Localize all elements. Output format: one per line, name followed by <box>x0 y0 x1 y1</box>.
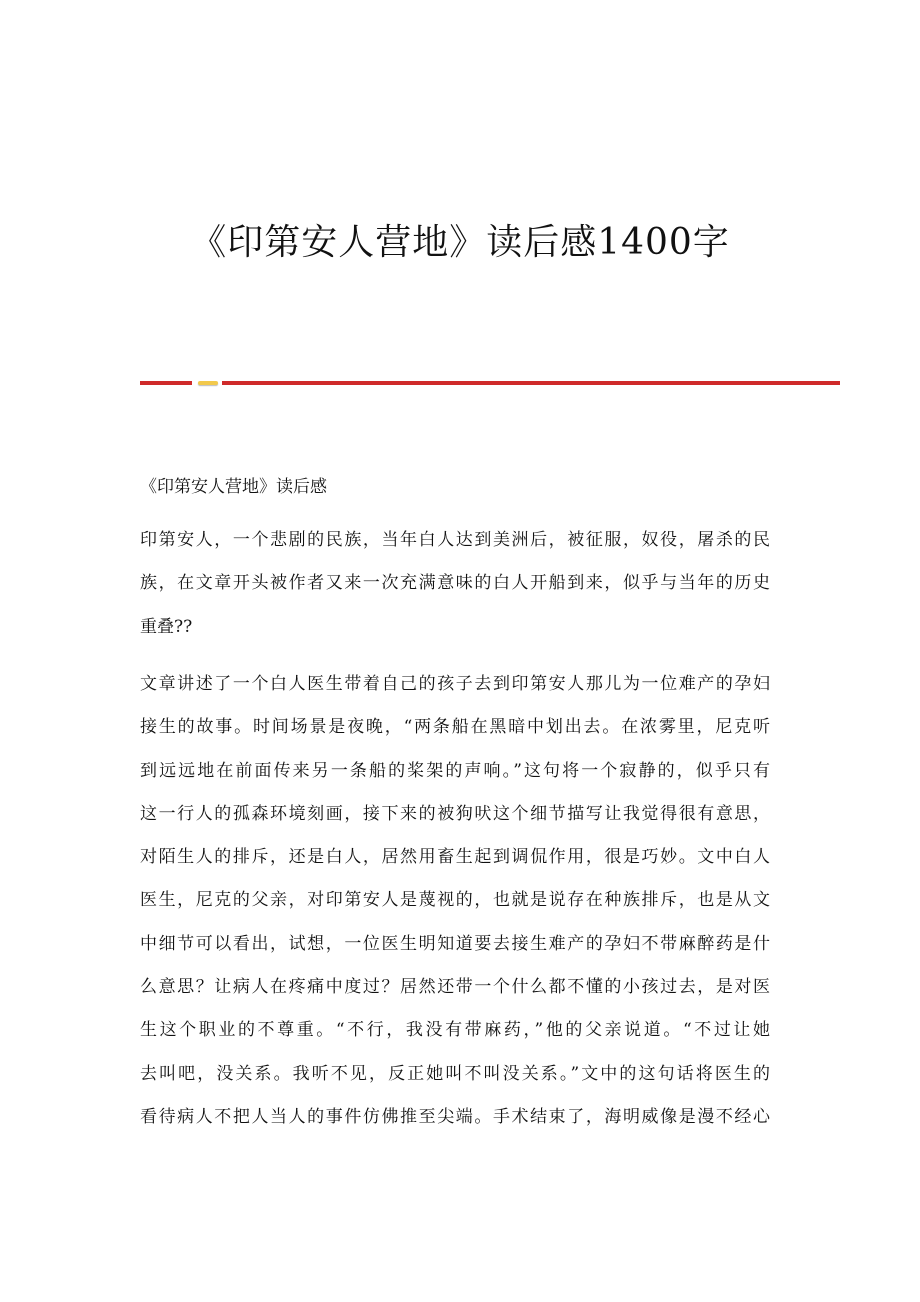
divider-red-long <box>222 381 840 385</box>
paragraph-1 <box>140 528 770 658</box>
text-line: 接生的故事。时间场景是夜晚，“两条船在黑暗中划出去。在浓雾里，尼克听 <box>140 717 770 738</box>
text-line: 族，在文章开头被作者又来一次充满意味的白人开船到来，似乎与当年的历史 <box>140 573 770 594</box>
document-title: 《印第安人营地》读后感1400字 <box>190 222 730 263</box>
text-line: 重叠?? <box>140 616 193 637</box>
text-line: 印第安人，一个悲剧的民族，当年白人达到美洲后，被征服，奴役，屠杀的民 <box>140 530 770 550</box>
text-line: 中细节可以看出，试想，一位医生明知道要去接生难产的孕妇不带麻醉药是什 <box>140 933 770 954</box>
text-line: 看待病人不把人当人的事件仿佛推至尖端。手术结束了，海明威像是漫不经心 <box>140 1106 770 1127</box>
text-line: 医生，尼克的父亲，对印第安人是蔑视的，也就是说存在种族排斥，也是从文 <box>140 890 770 911</box>
text-line: 这一行人的孤森环境刻画，接下来的被狗吠这个细节描写让我觉得很有意思， <box>140 803 770 824</box>
divider-red-short <box>140 381 192 385</box>
title-divider <box>140 381 840 386</box>
divider-ornament <box>198 381 218 385</box>
text-line: 文章讲述了一个白人医生带着自己的孩子去到印第安人那儿为一位难产的孕妇 <box>140 674 770 694</box>
section-heading: 《印第安人营地》读后感 <box>140 477 327 497</box>
text-line: 生这个职业的不尊重。“不行，我没有带麻药，”他的父亲说道。“不过让她 <box>140 1020 770 1041</box>
text-line: 到远远地在前面传来另一条船的桨架的声响。”这句将一个寂静的，似乎只有 <box>140 760 770 781</box>
paragraph-2 <box>140 672 770 1148</box>
text-line: 去叫吧，没关系。我听不见，反正她叫不叫没关系。”文中的这句话将医生的 <box>140 1063 770 1084</box>
text-line: 对陌生人的排斥，还是白人，居然用畜生起到调侃作用，很是巧妙。文中白人 <box>140 847 770 868</box>
text-line: 么意思？让病人在疼痛中度过？居然还带一个什么都不懂的小孩过去，是对医 <box>140 977 770 998</box>
